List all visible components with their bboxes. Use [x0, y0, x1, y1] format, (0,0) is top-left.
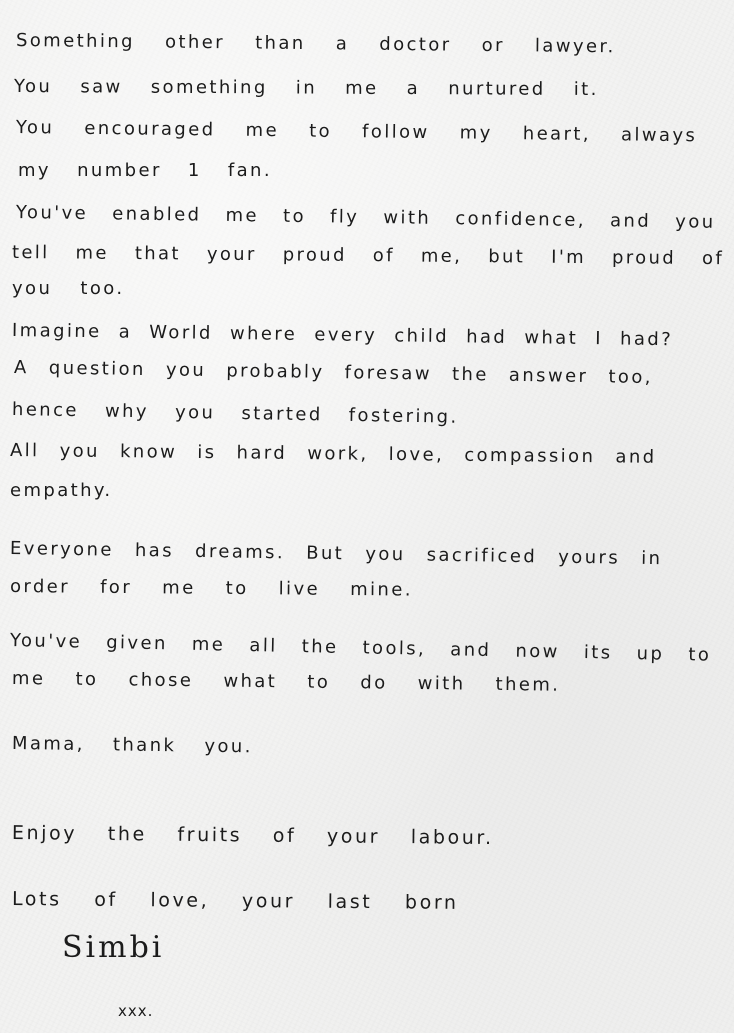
letter-line-5: You've enabled me to fly with confidence, and you	[15, 202, 716, 233]
letter-line-13: Everyone has dreams. But you sacrificed yours in	[9, 538, 663, 570]
letter-line-7: you too.	[12, 278, 125, 299]
letter-line-16: me to chose what to do with them.	[11, 668, 561, 696]
letter-line-18: Enjoy the fruits of your labour.	[11, 822, 494, 850]
letter-line-1: Something other than a doctor or lawyer.	[15, 30, 616, 58]
letter-line-10: hence why you started fostering.	[11, 399, 459, 428]
letter-line-14: order for me to live mine.	[9, 576, 413, 601]
letter-line-19: Lots of love, your last born	[11, 888, 459, 914]
letter-line-3: You encouraged me to follow my heart, always	[15, 117, 698, 147]
letter-line-15: You've given me all the tools, and now its up to	[9, 630, 712, 666]
letter-line-9: A question you probably foresaw the answer too,	[13, 357, 653, 389]
letter-line-17: Mama, thank you.	[11, 733, 253, 758]
signature: Simbi	[62, 930, 165, 965]
kisses: xxx.	[118, 1002, 154, 1020]
letter-line-8: Imagine a World where every child had what I had?	[11, 320, 674, 351]
letter-line-4: my number 1 fan.	[18, 160, 272, 181]
letter-line-2: You saw something in me a nurtured it.	[13, 76, 599, 101]
letter-line-11: All you know is hard work, love, compassion and	[9, 440, 657, 468]
letter-line-12: empathy.	[10, 480, 113, 501]
letter-line-6: tell me that your proud of me, but I'm proud of	[11, 242, 725, 270]
